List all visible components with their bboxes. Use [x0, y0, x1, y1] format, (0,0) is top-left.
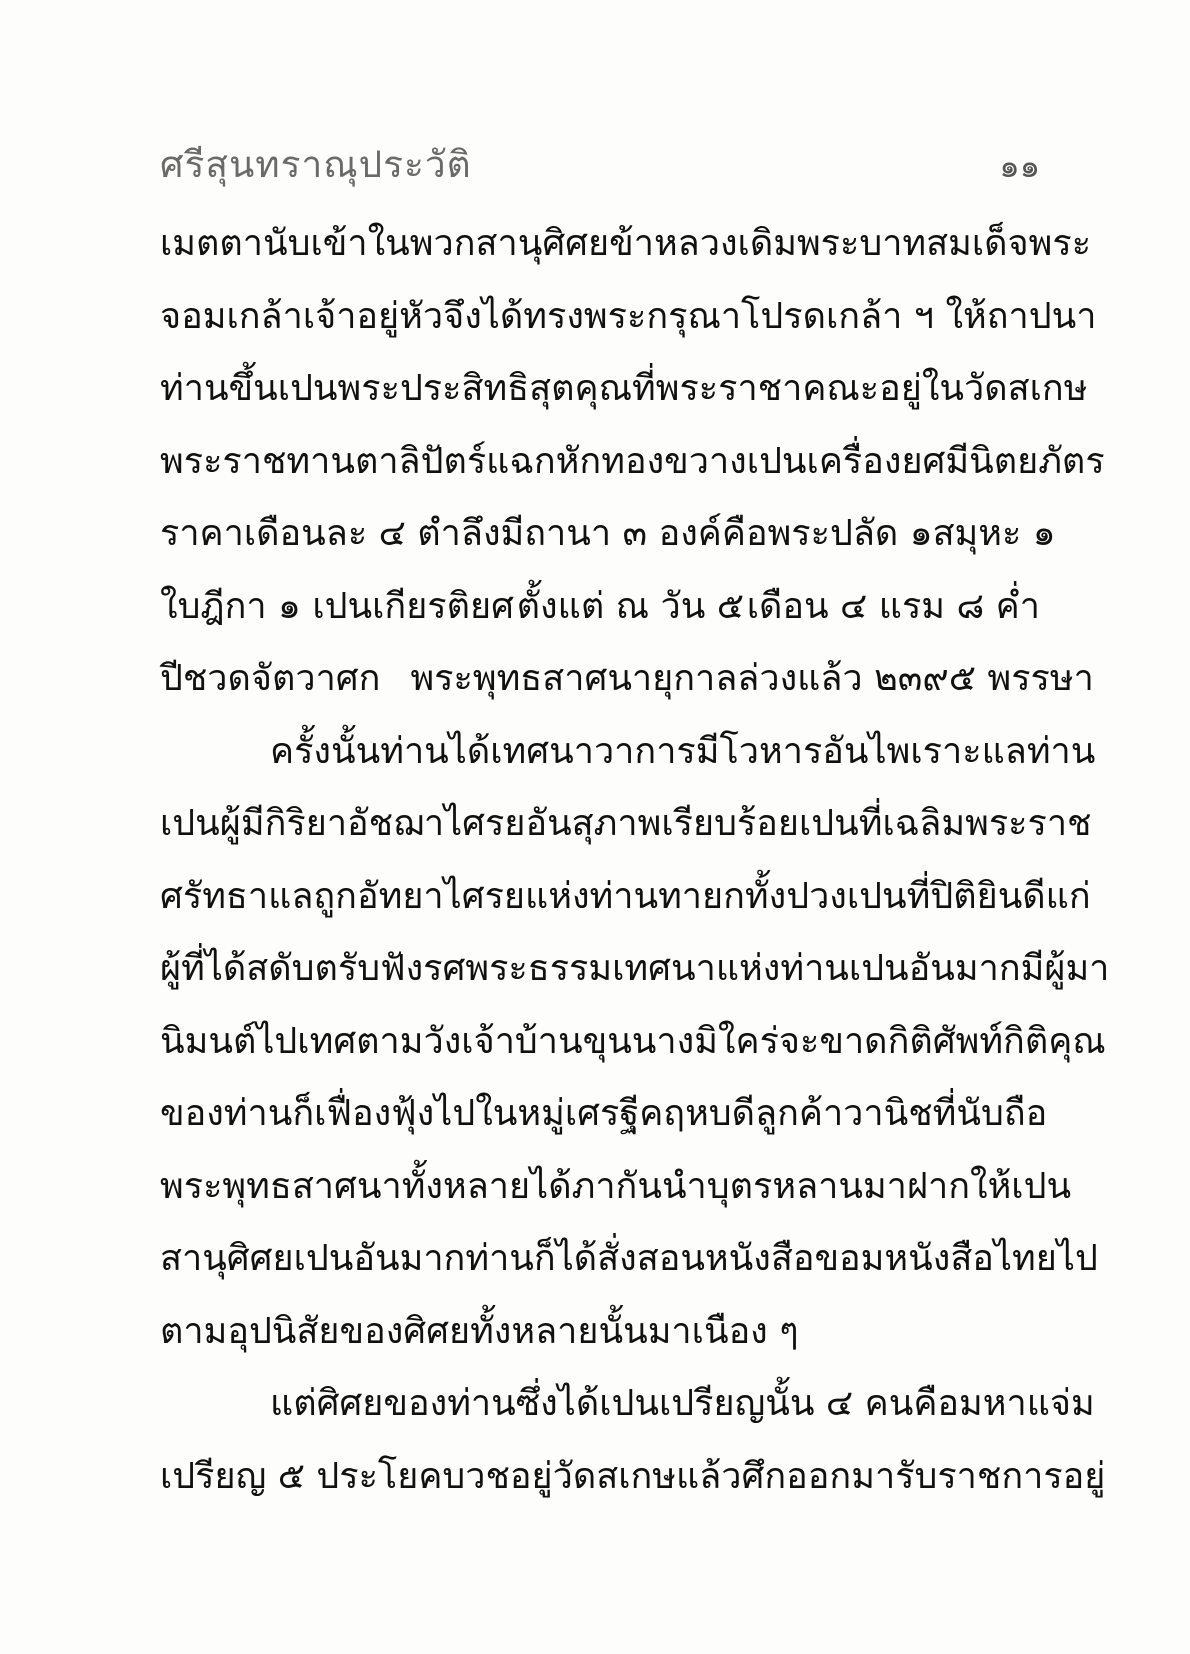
text-segment: พระพุทธสาศนาทั้งหลาย: [160, 1165, 531, 1207]
text-segment: ของท่าน: [160, 1093, 293, 1134]
text-line: [160, 716, 1096, 789]
page-header: [160, 135, 1040, 195]
text-segment: แต่ศิศยของท่านซึ่งได้เปนเปรียญนั้น ๔ คน: [270, 1383, 914, 1424]
text-line: [160, 1151, 1072, 1224]
text-segment: คือมหาแจ่ม: [913, 1383, 1095, 1424]
text-segment: ท่านขึ้นเปนพระประสิทธิสุตคุณ: [160, 368, 632, 409]
text-segment: เปนที่ปิติยินดีแก่: [846, 875, 1091, 917]
text-line: [160, 571, 1040, 644]
text-segment: ราคาเดือนละ ๔ ตำลึง: [160, 513, 501, 554]
text-line: [160, 1006, 1106, 1079]
text-line: [160, 788, 1092, 861]
text-line: [160, 1223, 1098, 1296]
text-segment: ก็เฟื่องฟุ้งไปในหมู่เศรฐีคฤหบดี: [292, 1093, 756, 1134]
text-line: [160, 1441, 1106, 1514]
text-segment: แลถูกอัทยาไศรยแห่งท่านทายกทั้งปวง: [268, 875, 847, 917]
text-segment: ปีชวดจัตวาศก: [160, 658, 381, 699]
text-segment: สานุศิศยเปนอันมาก: [160, 1238, 466, 1279]
text-segment: จึงได้ทรงพระกรุณาโปรดเกล้า ฯ ให้ถาปนา: [443, 295, 1097, 337]
text-segment: แล้วศึกออกมารับราชการอยู่: [676, 1455, 1106, 1497]
text-line: [160, 643, 1094, 716]
text-line: [160, 933, 1110, 1006]
text-segment: กิติศัพท์กิติคุณ: [887, 1020, 1106, 1062]
text-segment: เปนที่เฉลิมพระราช: [798, 803, 1092, 844]
text-line: [160, 1368, 1095, 1441]
text-segment: เปรียญ ๕ ประโยคบวชอยู่วัดสเกษ: [160, 1455, 677, 1497]
text-segment: ตั้งแต่ ณ วัน ๕: [516, 585, 745, 627]
text-segment: ลูกค้าวานิชที่นับถือ: [755, 1093, 1048, 1134]
text-segment: จอมเกล้าเจ้าอยู่หัว: [160, 295, 444, 337]
text-line: [160, 208, 1092, 281]
text-segment: สมุหะ ๑: [932, 513, 1056, 554]
text-segment: มีนิตยภัตร: [945, 440, 1105, 482]
running-title: ศรีสุนทราณุประวัติ: [160, 143, 472, 186]
text-line: [160, 498, 1056, 571]
text-segment: ผู้ที่ได้สดับตรับฟังรศพระธรรมเทศนาแห่งท่านเปนอันมาก: [160, 948, 1021, 989]
text-segment: ที่พระราชาคณะอยู่ในวัดสเกษ: [631, 368, 1088, 409]
text-line: [160, 426, 1105, 499]
text-line: [160, 353, 1088, 426]
body-text: [160, 208, 1110, 1513]
text-segment: เปนผู้มีกิริยาอัชฌาไศรยอันสุภาพเรียบร้อย: [160, 803, 799, 844]
text-segment: เดือน ๔ แรม ๘ ค่ำ: [746, 585, 1040, 627]
text-segment: มีถานา ๓ องค์: [500, 513, 722, 554]
text-segment: พระราชทานตาลิปัตร์แฉกหักทองขวางเปนเครื่องยศ: [160, 440, 946, 482]
text-segment: พระพุทธสาศนายุกาลล่วงแล้ว ๒๓๙๕ พรรษา: [410, 658, 1094, 699]
text-line: [160, 1296, 1040, 1369]
text-line: [160, 281, 1097, 354]
text-segment: ครั้งนั้นท่านได้เทศนาวาการมีโวหารอันไพเราะ: [270, 730, 982, 772]
text-segment: ใบฎีกา ๑ เปนเกียรติยศ: [160, 585, 514, 627]
text-segment: นิมนต์ไปเทศตามวังเจ้าบ้านขุนนางมิใคร่จะขาด: [160, 1020, 888, 1062]
text-segment: พระบาทสมเด็จพระ: [796, 223, 1092, 264]
text-line: [160, 1078, 1048, 1151]
text-segment: เมตตานับเข้าในพวกสานุศิศยข้าหลวงเดิม: [160, 223, 797, 264]
text-segment: ตามอุปนิสัยของศิศยทั้งหลายนั้นมาเนือง ๆ: [160, 1310, 799, 1352]
text-segment: แลท่าน: [981, 730, 1096, 772]
text-segment: ศรัทธา: [160, 875, 269, 917]
text-segment: มีผู้มา: [1020, 948, 1110, 989]
text-segment: ได้ภากันนำบุตรหลานมาฝากให้เปน: [530, 1165, 1072, 1207]
text-segment: คือพระปลัด ๑: [721, 513, 933, 554]
text-line: [160, 861, 1091, 934]
page-number: ๑๑: [999, 147, 1040, 185]
text-segment: ท่านก็ได้สั่งสอนหนังสือขอมหนังสือไทยไป: [465, 1238, 1098, 1279]
